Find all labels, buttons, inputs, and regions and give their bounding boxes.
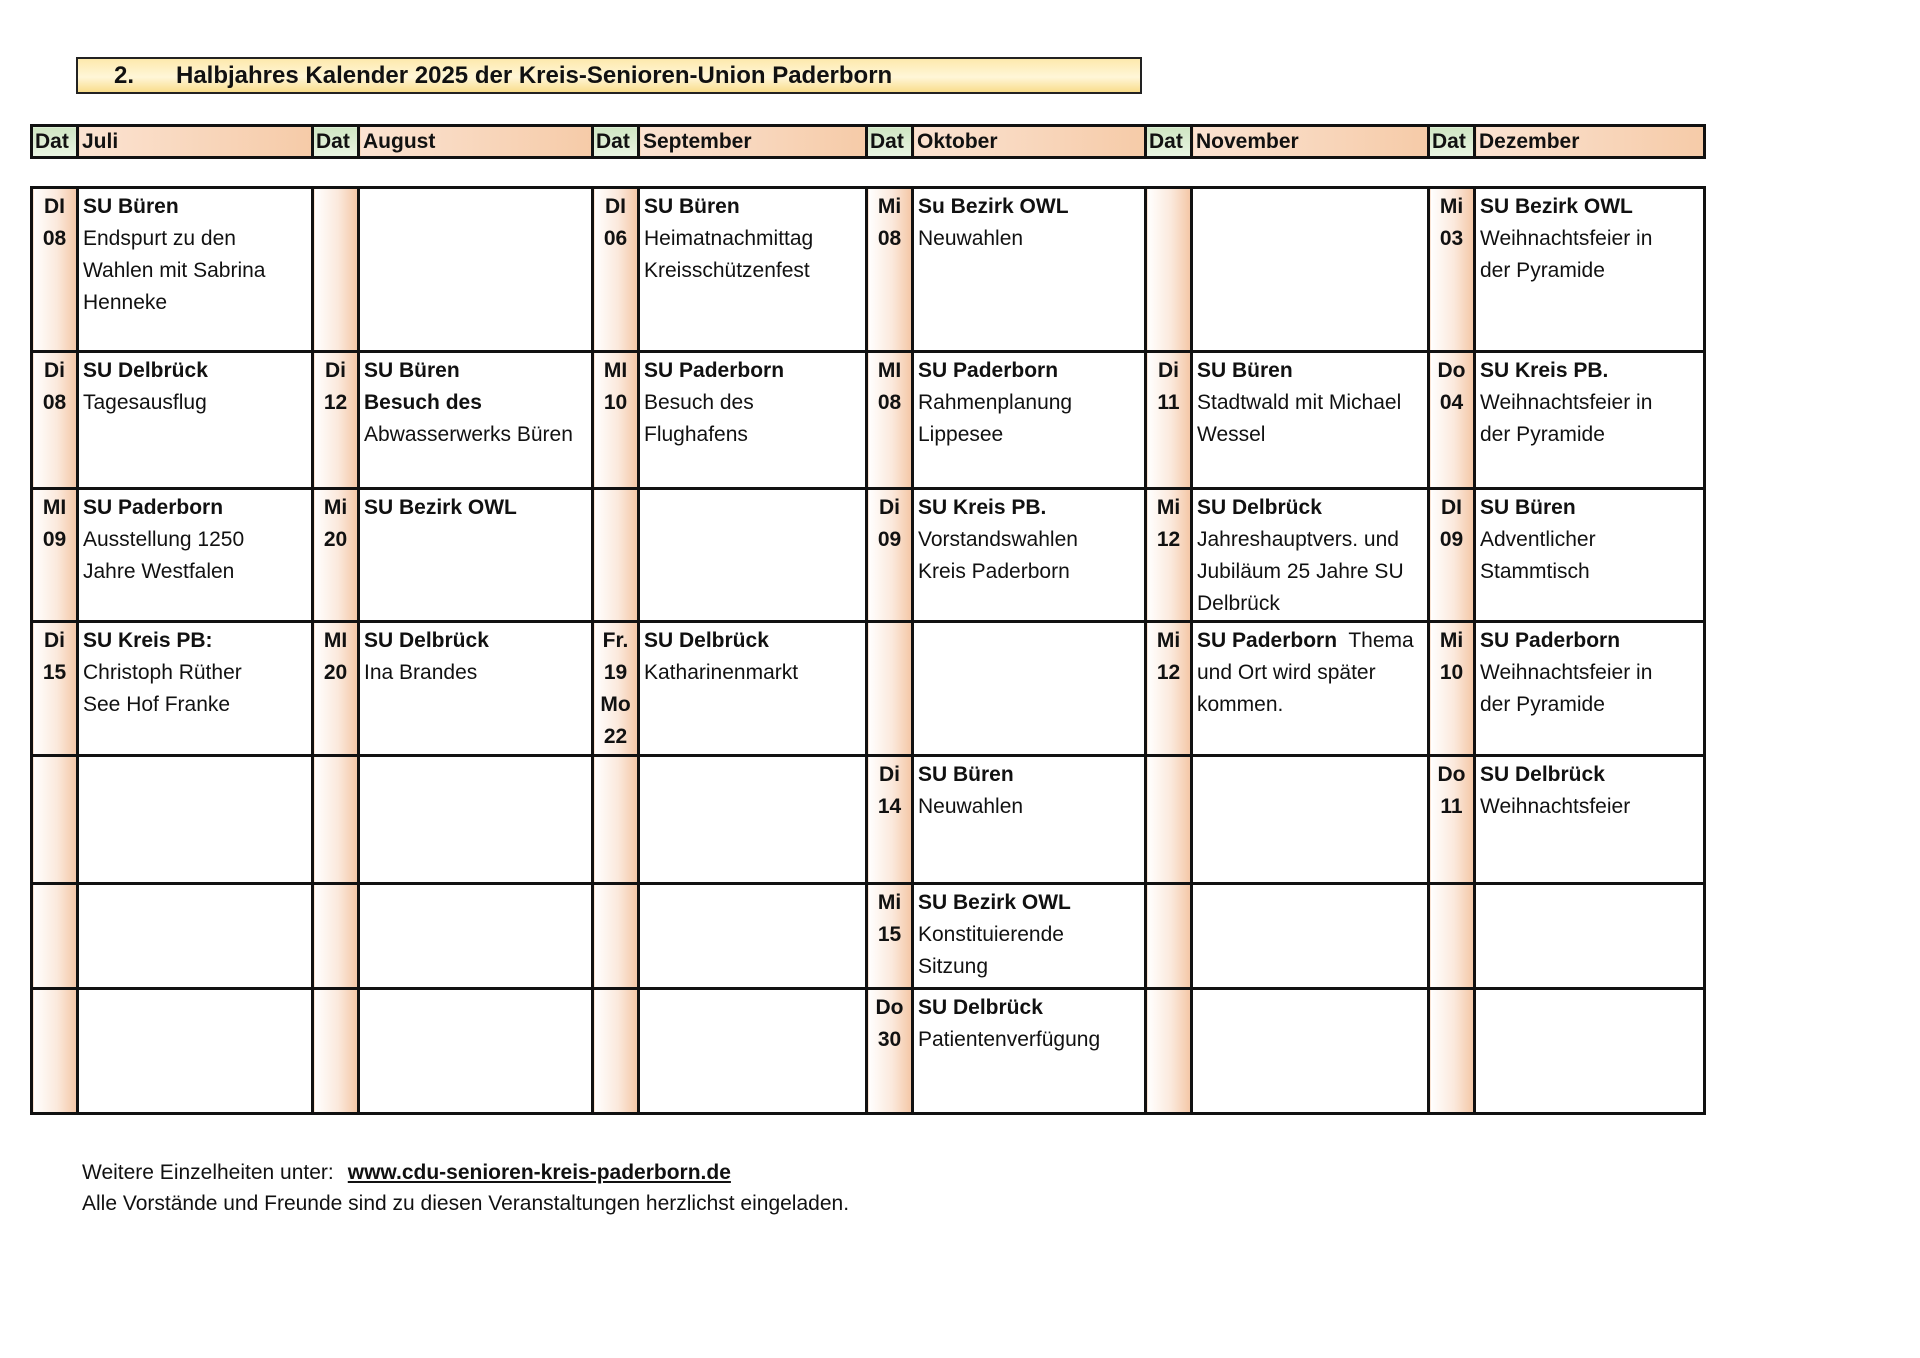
- footer-more-line: [82, 1157, 849, 1188]
- event-description: und Ort wird später: [1197, 661, 1376, 684]
- date-cell: [32, 622, 78, 756]
- event-description: Heimatnachmittag: [644, 227, 814, 250]
- date-cell: [867, 489, 913, 622]
- event-description: Besuch des: [644, 391, 754, 414]
- event-organizer: [83, 492, 311, 524]
- event-description: Patientenverfügung: [918, 1028, 1101, 1051]
- event-title: Besuch des: [364, 391, 482, 414]
- date-cell: [313, 756, 359, 884]
- footer-more-label: Weitere Einzelheiten unter:: [82, 1161, 334, 1184]
- dat-header: Dat: [32, 126, 78, 158]
- weekday: Di: [1158, 359, 1179, 382]
- event-organizer: [918, 191, 1144, 223]
- event-organizer: [918, 759, 1144, 791]
- event-cell: [639, 188, 867, 352]
- event-organizer: [364, 355, 591, 387]
- event-description: Adventlicher: [1480, 528, 1596, 551]
- date-cell: [1146, 989, 1192, 1114]
- event-cell: [913, 188, 1146, 352]
- event-description: Christoph Rüther: [83, 661, 242, 684]
- event-cell: [913, 756, 1146, 884]
- date-cell: [1429, 489, 1475, 622]
- event-cell: [639, 884, 867, 989]
- month-header: Juli: [78, 126, 313, 158]
- calendar-row: [32, 622, 1705, 756]
- day-number: 10: [1439, 661, 1464, 684]
- event-cell: [1192, 489, 1429, 622]
- event-description: Abwasserwerks Büren: [364, 423, 573, 446]
- event-description: Sitzung: [918, 955, 989, 978]
- event-cell: [359, 489, 593, 622]
- date-cell: [313, 352, 359, 489]
- date-cell: [867, 989, 913, 1114]
- day-number: 12: [1156, 528, 1181, 551]
- weekday: Do: [875, 996, 904, 1019]
- calendar-row: [32, 756, 1705, 884]
- weekday: Do: [1437, 763, 1466, 786]
- weekday: MI: [877, 359, 902, 382]
- day-number: 08: [42, 391, 67, 414]
- event-organizer: [918, 992, 1144, 1024]
- organizer-name: SU Delbrück: [83, 359, 208, 382]
- event-description: Ina Brandes: [364, 661, 478, 684]
- organizer-name: SU Büren: [644, 195, 740, 218]
- event-description: Jahreshauptvers. und: [1197, 528, 1399, 551]
- day-number: 30: [877, 1028, 902, 1051]
- weekday: Mo: [600, 693, 631, 716]
- weekday: Di: [44, 629, 65, 652]
- date-cell: [313, 489, 359, 622]
- calendar-row: [32, 884, 1705, 989]
- weekday: Di: [325, 359, 346, 382]
- date-cell: [1429, 352, 1475, 489]
- day-number: 09: [42, 528, 67, 551]
- day-number: 11: [1157, 391, 1180, 414]
- date-cell: [593, 352, 639, 489]
- organizer-name: SU Delbrück: [1197, 496, 1322, 519]
- event-organizer: [918, 887, 1144, 919]
- organizer-name: SU Paderborn: [1197, 629, 1338, 652]
- event-cell: [1192, 622, 1429, 756]
- event-description: Katharinenmarkt: [644, 661, 799, 684]
- organizer-name: SU Paderborn: [1480, 629, 1621, 652]
- day-number: 12: [323, 391, 348, 414]
- weekday: MI: [603, 359, 628, 382]
- organizer-name: SU Delbrück: [364, 629, 489, 652]
- day-number: 06: [603, 227, 628, 250]
- event-cell: [1475, 352, 1705, 489]
- title-text: Halbjahres Kalender 2025 der Kreis-Senioren-Union Paderborn: [176, 62, 893, 89]
- weekday: DI: [44, 195, 65, 218]
- event-cell: [1192, 352, 1429, 489]
- calendar-grid: [30, 186, 1706, 1115]
- organizer-name: SU Paderborn: [83, 496, 224, 519]
- event-organizer: [364, 492, 591, 524]
- day-number: 15: [877, 923, 902, 946]
- event-description: Wahlen mit Sabrina: [83, 259, 266, 282]
- day-number: 08: [42, 227, 67, 250]
- organizer-name: SU Bezirk OWL: [364, 496, 517, 519]
- event-description: Tagesausflug: [83, 391, 207, 414]
- event-organizer: [1197, 355, 1427, 387]
- event-description: Kreis Paderborn: [918, 560, 1070, 583]
- month-header: September: [639, 126, 867, 158]
- day-number: 12: [1156, 661, 1181, 684]
- event-cell: [639, 756, 867, 884]
- date-cell: [32, 989, 78, 1114]
- event-description: Jubiläum 25 Jahre SU: [1197, 560, 1404, 583]
- event-description: Jahre Westfalen: [83, 560, 235, 583]
- event-description: Neuwahlen: [918, 795, 1024, 818]
- organizer-name: SU Kreis PB.: [1480, 359, 1609, 382]
- date-cell: [867, 884, 913, 989]
- date-cell: [1429, 756, 1475, 884]
- organizer-suffix: Thema: [1337, 629, 1414, 652]
- weekday: Mi: [877, 195, 902, 218]
- calendar-row: [32, 989, 1705, 1114]
- event-cell: [359, 188, 593, 352]
- event-cell: [913, 622, 1146, 756]
- calendar-row: [32, 489, 1705, 622]
- event-description: Lippesee: [918, 423, 1004, 446]
- event-cell: [1192, 989, 1429, 1114]
- event-cell: [78, 756, 313, 884]
- date-cell: [32, 884, 78, 989]
- event-cell: [1475, 884, 1705, 989]
- event-cell: [78, 188, 313, 352]
- event-cell: [639, 622, 867, 756]
- date-cell: [867, 622, 913, 756]
- event-cell: [1475, 989, 1705, 1114]
- weekday: Do: [1437, 359, 1466, 382]
- event-cell: [359, 352, 593, 489]
- event-organizer: [644, 625, 865, 657]
- event-description: See Hof Franke: [83, 693, 231, 716]
- organizer-name: SU Bezirk OWL: [1480, 195, 1633, 218]
- event-organizer: [1480, 625, 1703, 657]
- date-cell: [1146, 352, 1192, 489]
- event-description: Wessel: [1197, 423, 1266, 446]
- date-cell: [313, 188, 359, 352]
- date-cell: [1146, 489, 1192, 622]
- date-cell: [593, 884, 639, 989]
- event-cell: [1192, 756, 1429, 884]
- date-cell: [32, 756, 78, 884]
- event-cell: [1475, 756, 1705, 884]
- date-cell: [1429, 989, 1475, 1114]
- event-description: der Pyramide: [1480, 423, 1605, 446]
- event-description: Konstituierende: [918, 923, 1064, 946]
- organizer-name: SU Kreis PB:: [83, 629, 213, 652]
- event-cell: [913, 352, 1146, 489]
- event-organizer: [644, 191, 865, 223]
- weekday: Mi: [1156, 496, 1181, 519]
- footer: [82, 1157, 849, 1219]
- event-description: Flughafens: [644, 423, 748, 446]
- day-number: 10: [603, 391, 628, 414]
- date-cell: [1146, 622, 1192, 756]
- organizer-name: SU Delbrück: [644, 629, 769, 652]
- event-organizer: [83, 625, 311, 657]
- event-organizer: [644, 355, 865, 387]
- organizer-name: SU Büren: [83, 195, 179, 218]
- event-organizer: [83, 355, 311, 387]
- event-description: Stammtisch: [1480, 560, 1590, 583]
- event-organizer: [918, 355, 1144, 387]
- date-cell: [593, 489, 639, 622]
- date-cell: [593, 188, 639, 352]
- date-cell: [313, 989, 359, 1114]
- weekday: Di: [879, 763, 900, 786]
- day-number: 04: [1439, 391, 1464, 414]
- organizer-name: SU Büren: [918, 763, 1014, 786]
- date-cell: [867, 756, 913, 884]
- day-number: 03: [1439, 227, 1464, 250]
- weekday: Mi: [1439, 629, 1464, 652]
- organizer-name: Su Bezirk OWL: [918, 195, 1069, 218]
- event-cell: [78, 489, 313, 622]
- event-organizer: [918, 492, 1144, 524]
- event-organizer: [1480, 759, 1703, 791]
- event-cell: [1192, 884, 1429, 989]
- weekday: Mi: [877, 891, 902, 914]
- event-description: Weihnachtsfeier: [1480, 795, 1631, 818]
- date-cell: [593, 989, 639, 1114]
- date-cell: [1429, 188, 1475, 352]
- event-cell: [359, 756, 593, 884]
- day-number: 19: [603, 661, 628, 684]
- weekday: Fr.: [602, 629, 629, 652]
- event-description: Endspurt zu den: [83, 227, 236, 250]
- event-description: Neuwahlen: [918, 227, 1024, 250]
- event-cell: [78, 989, 313, 1114]
- footer-invite: Alle Vorstände und Freunde sind zu diesen Veranstaltungen herzlichst eingeladen.: [82, 1192, 850, 1215]
- event-cell: [1475, 188, 1705, 352]
- date-cell: [313, 622, 359, 756]
- event-description: der Pyramide: [1480, 693, 1605, 716]
- dat-header: Dat: [1429, 126, 1475, 158]
- event-organizer: [1197, 492, 1427, 524]
- organizer-name: SU Kreis PB.: [918, 496, 1047, 519]
- event-cell: [639, 352, 867, 489]
- event-description: Ausstellung 1250: [83, 528, 245, 551]
- month-header: Dezember: [1475, 126, 1705, 158]
- event-cell: [78, 622, 313, 756]
- day-number: 11: [1440, 795, 1463, 818]
- day-number: 08: [877, 391, 902, 414]
- organizer-name: SU Büren: [364, 359, 460, 382]
- event-description: Vorstandswahlen: [918, 528, 1078, 551]
- event-description: Delbrück: [1197, 592, 1280, 615]
- date-cell: [867, 188, 913, 352]
- day-number: 20: [323, 528, 348, 551]
- event-organizer: [1480, 492, 1703, 524]
- date-cell: [313, 884, 359, 989]
- date-cell: [1429, 622, 1475, 756]
- weekday: Mi: [1156, 629, 1181, 652]
- weekday: Mi: [323, 496, 348, 519]
- event-description: Henneke: [83, 291, 168, 314]
- month-header: November: [1192, 126, 1429, 158]
- calendar-row: [32, 188, 1705, 352]
- dat-header: Dat: [867, 126, 913, 158]
- month-header-row: [30, 124, 1706, 159]
- date-cell: [1146, 884, 1192, 989]
- date-cell: [867, 352, 913, 489]
- event-description: der Pyramide: [1480, 259, 1605, 282]
- event-organizer: [1197, 625, 1427, 657]
- weekday: MI: [42, 496, 67, 519]
- event-organizer: [1480, 191, 1703, 223]
- event-cell: [1475, 622, 1705, 756]
- date-cell: [32, 489, 78, 622]
- event-cell: [639, 989, 867, 1114]
- event-description: Kreisschützenfest: [644, 259, 810, 282]
- organizer-name: SU Delbrück: [918, 996, 1043, 1019]
- event-description: Weihnachtsfeier in: [1480, 661, 1653, 684]
- event-description: Rahmenplanung: [918, 391, 1073, 414]
- date-cell: [32, 352, 78, 489]
- event-cell: [639, 489, 867, 622]
- weekday: Mi: [1439, 195, 1464, 218]
- title-number: 2.: [114, 62, 135, 89]
- day-number: 09: [877, 528, 902, 551]
- date-cell: [593, 756, 639, 884]
- organizer-name: SU Bezirk OWL: [918, 891, 1071, 914]
- event-description: kommen.: [1197, 693, 1284, 716]
- month-header: August: [359, 126, 593, 158]
- event-cell: [359, 884, 593, 989]
- date-cell: [1429, 884, 1475, 989]
- event-cell: [913, 884, 1146, 989]
- calendar-row: [32, 352, 1705, 489]
- event-cell: [1192, 188, 1429, 352]
- organizer-name: SU Delbrück: [1480, 763, 1605, 786]
- weekday: Di: [44, 359, 65, 382]
- weekday: DI: [605, 195, 626, 218]
- event-cell: [78, 352, 313, 489]
- event-description: Stadtwald mit Michael: [1197, 391, 1402, 414]
- organizer-name: SU Paderborn: [644, 359, 785, 382]
- date-cell: [593, 622, 639, 756]
- event-organizer: [1480, 355, 1703, 387]
- date-cell: [1146, 188, 1192, 352]
- date-cell: [1146, 756, 1192, 884]
- dat-header: Dat: [313, 126, 359, 158]
- day-number: 09: [1439, 528, 1464, 551]
- month-header: Oktober: [913, 126, 1146, 158]
- event-description: Weihnachtsfeier in: [1480, 391, 1653, 414]
- day-number: 22: [603, 725, 628, 748]
- dat-header: Dat: [593, 126, 639, 158]
- weekday: MI: [323, 629, 348, 652]
- day-number: 15: [42, 661, 67, 684]
- event-cell: [78, 884, 313, 989]
- weekday: Di: [879, 496, 900, 519]
- event-cell: [1475, 489, 1705, 622]
- day-number: 20: [323, 661, 348, 684]
- weekday: DI: [1441, 496, 1462, 519]
- date-cell: [32, 188, 78, 352]
- event-organizer: [364, 625, 591, 657]
- day-number: 14: [877, 795, 902, 818]
- event-cell: [913, 989, 1146, 1114]
- event-cell: [913, 489, 1146, 622]
- organizer-name: SU Paderborn: [918, 359, 1059, 382]
- event-cell: [359, 989, 593, 1114]
- website-link[interactable]: www.cdu-senioren-kreis-paderborn.de: [347, 1161, 731, 1184]
- event-cell: [359, 622, 593, 756]
- calendar-title: [76, 57, 1142, 94]
- event-description: Weihnachtsfeier in: [1480, 227, 1653, 250]
- event-organizer: [83, 191, 311, 223]
- day-number: 08: [877, 227, 902, 250]
- organizer-name: SU Büren: [1480, 496, 1576, 519]
- dat-header: Dat: [1146, 126, 1192, 158]
- organizer-name: SU Büren: [1197, 359, 1293, 382]
